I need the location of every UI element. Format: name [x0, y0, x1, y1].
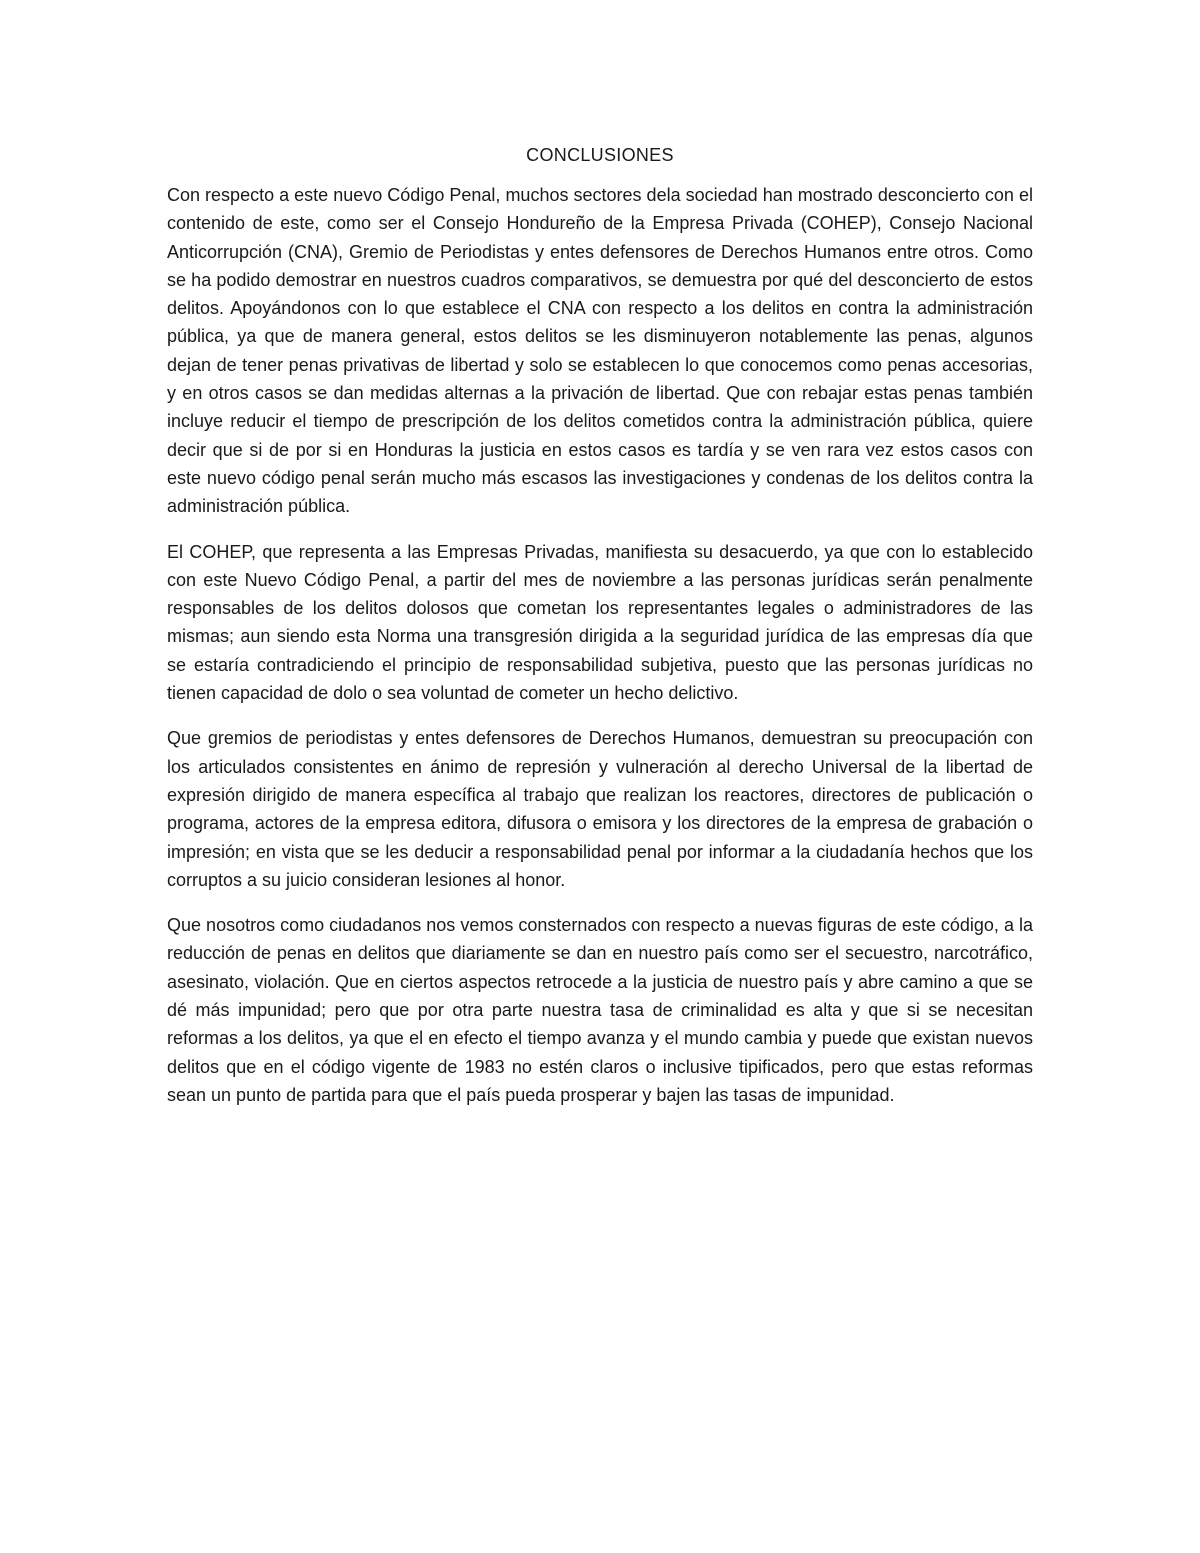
- page-title: CONCLUSIONES: [526, 145, 674, 165]
- paragraph-3: Que gremios de periodistas y entes defensores de Derechos Humanos, demuestran su preocupación con los articulados consistentes en ánimo de represión y vulneración al derecho Universal de la libertad de expresión dirigido de manera específica al trabajo que realizan los reactores, directores de publicación o programa, actores de la empresa editora, difusora o emisora y los directores de la empresa de grabación o impresión; en vista que se les deducir a responsabilidad penal por informar a la ciudadanía hechos que los corruptos a su juicio consideran lesiones al honor.: [167, 728, 1033, 890]
- paragraph-2: El COHEP, que representa a las Empresas Privadas, manifiesta su desacuerdo, ya que con lo establecido con este Nuevo Código Penal, a partir del mes de noviembre a las personas jurídicas serán penalmente responsables de los delitos dolosos que cometan los representantes legales o administradores de las mismas; aun siendo esta Norma una transgresión dirigida a la seguridad jurídica de las empresas día que se estaría contradiciendo el principio de responsabilidad subjetiva, puesto que las personas jurídicas no tienen capacidad de dolo o sea voluntad de cometer un hecho delictivo.: [167, 541, 1033, 704]
- document-body: [167, 141, 1033, 1126]
- paragraph-4: Que nosotros como ciudadanos nos vemos consternados con respecto a nuevas figuras de este código, a la reducción de penas en delitos que diariamente se dan en nuestro país como ser el secuestro, narcotráfico, asesinato, violación. Que en ciertos aspectos retrocede a la justicia de nuestro país y abre camino a que se dé más impunidad; pero que por otra parte nuestra tasa de criminalidad es alta y que si se necesitan reformas a los delitos, ya que el en efecto el tiempo avanza y el mundo cambia y puede que existan nuevos delitos que en el código vigente de 1983 no estén claros o inclusive tipificados, pero que estas reformas sean un punto de partida para que el país pueda prosperar y bajen las tasas de impunidad.: [167, 915, 1033, 1105]
- paragraph-1: Con respecto a este nuevo Código Penal, muchos sectores dela sociedad han mostrado desconcierto con el contenido de este, como ser el Consejo Hondureño de la Empresa Privada (COHEP), Consejo Nacional Anticorrupción (CNA), Gremio de Periodistas y entes defensores de Derechos Humanos entre otros. Como se ha podido demostrar en nuestros cuadros comparativos, se demuestra por qué del desconcierto de estos delitos. Apoyándonos con lo que establece el CNA con respecto a los delitos en contra la administración pública, ya que de manera general, estos delitos se les disminuyeron notablemente las penas, algunos dejan de tener penas privativas de libertad y solo se establecen lo que conocemos como penas accesorias, y en otros casos se dan medidas alternas a la privación de libertad. Que con rebajar estas penas también incluye reducir el tiempo de prescripción de los delitos cometidos contra la administración pública, quiere decir que si de por si en Honduras la justicia en estos casos es tardía y se ven rara vez estos casos con este nuevo código penal serán mucho más escasos las investigaciones y condenas de los delitos contra la administración pública.: [167, 185, 1033, 517]
